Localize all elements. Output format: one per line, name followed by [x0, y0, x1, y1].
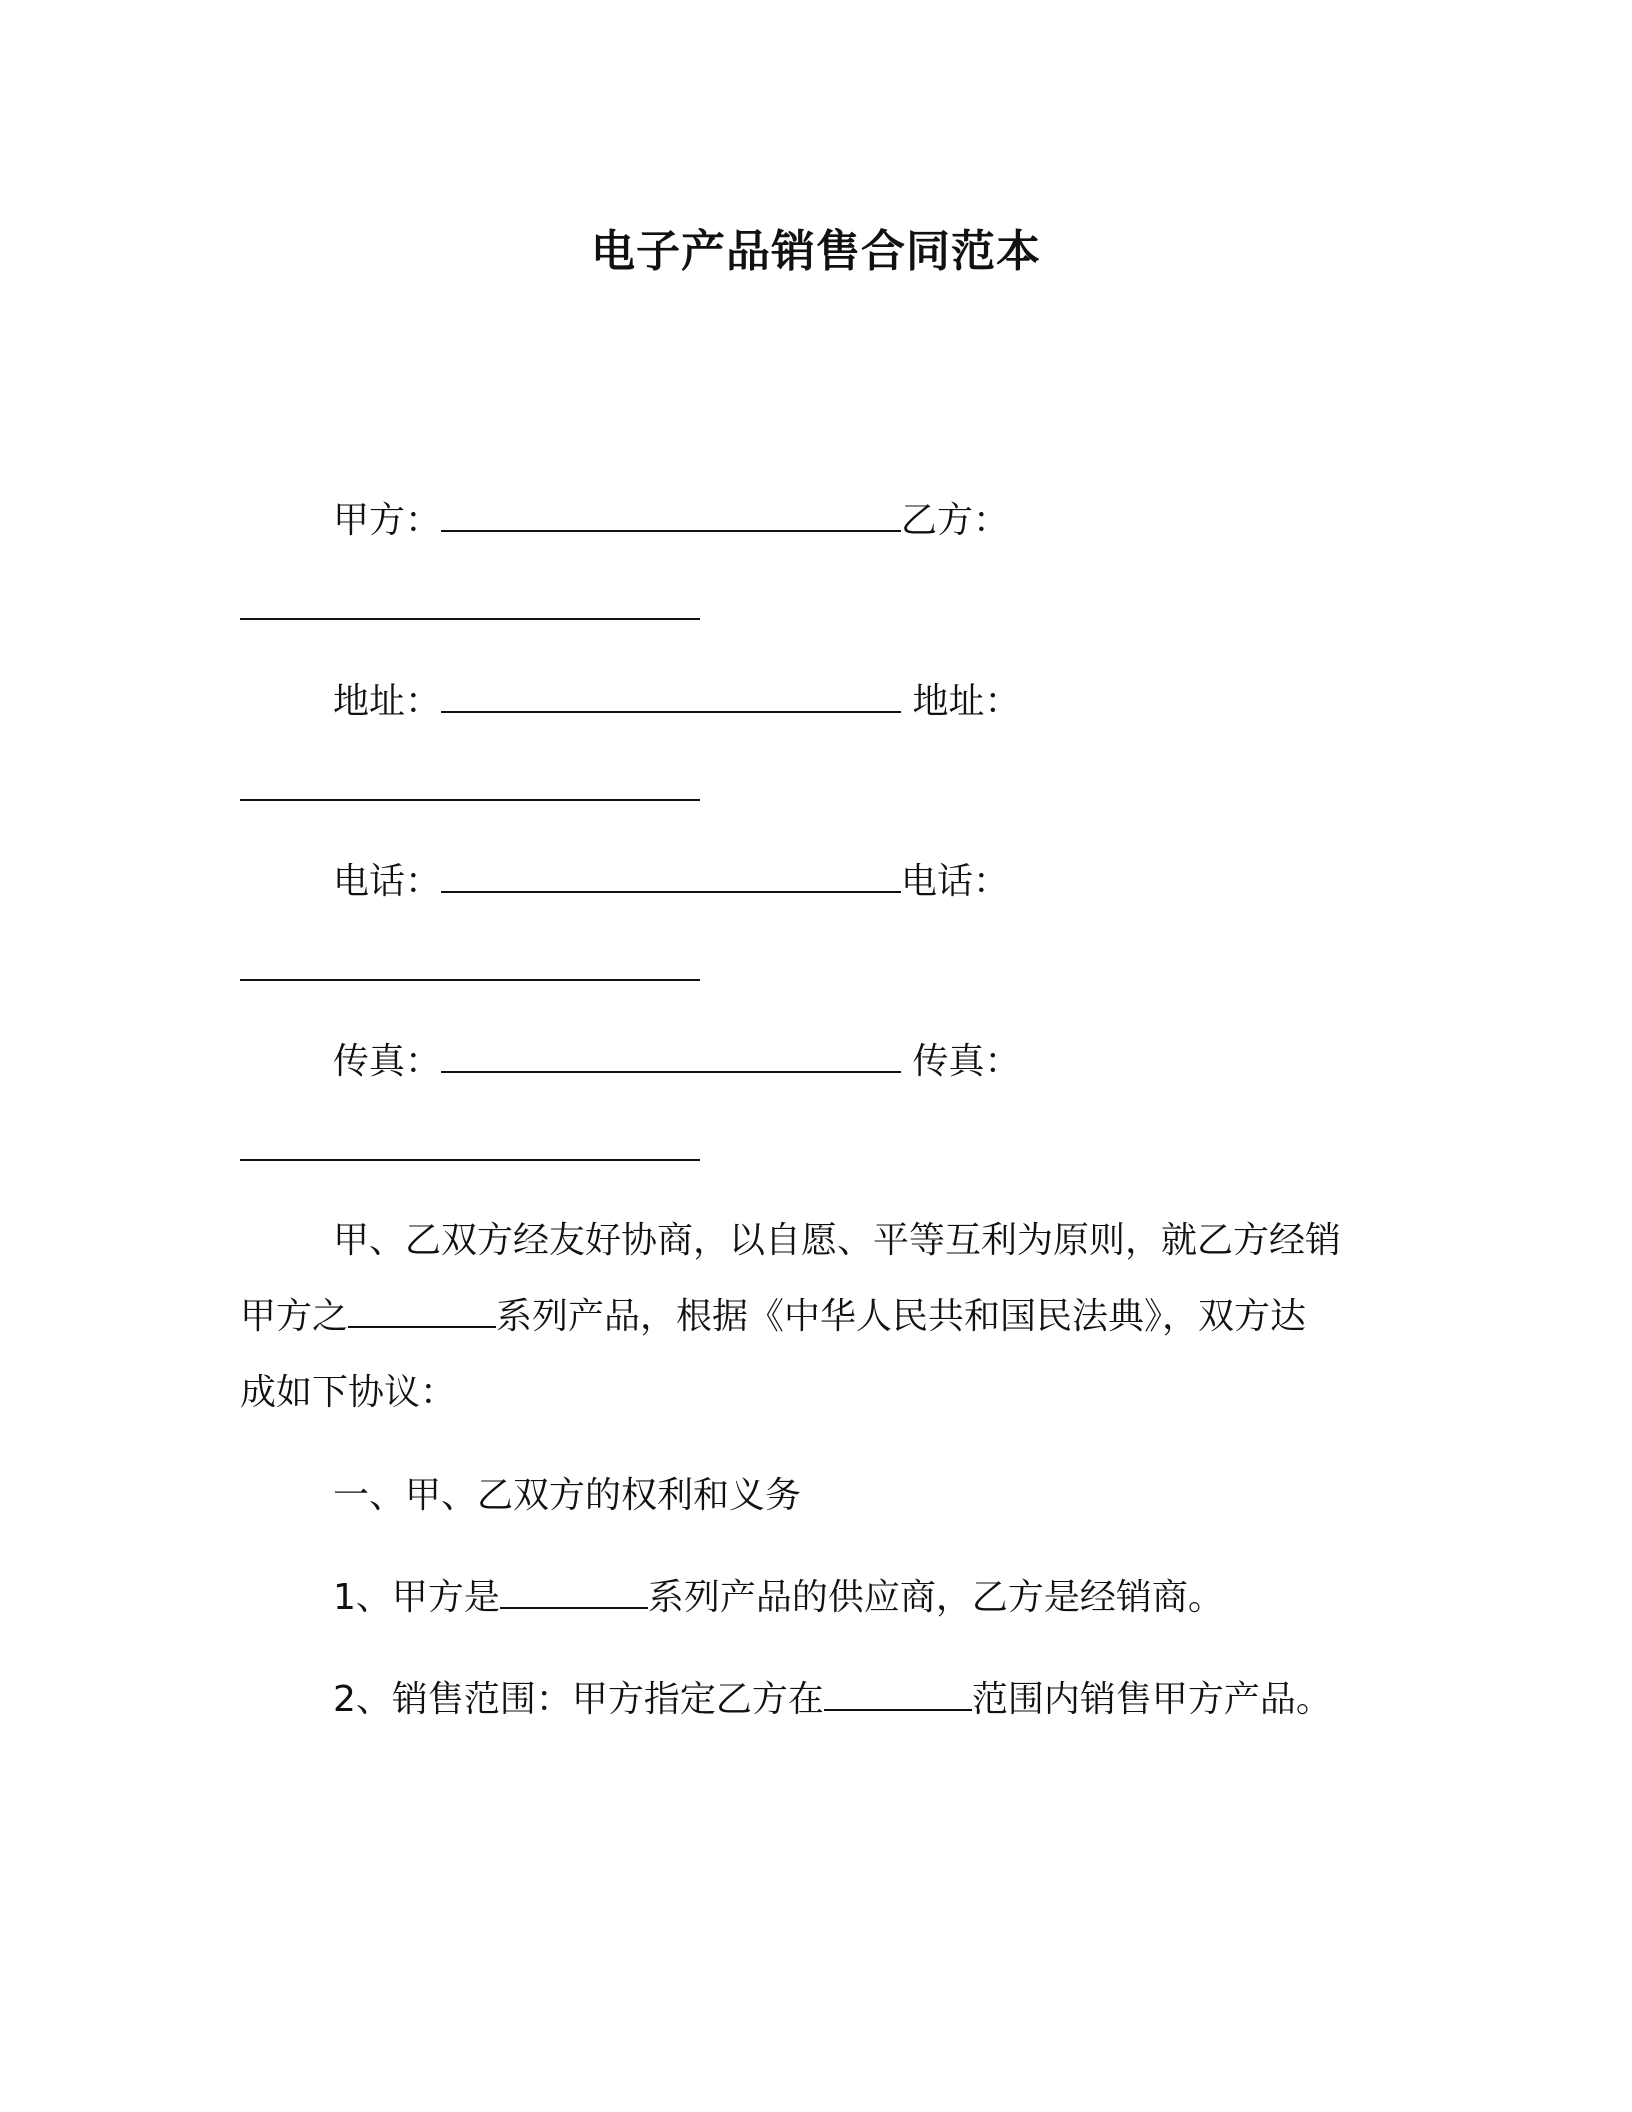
- address-b-blank[interactable]: [240, 799, 700, 801]
- clause-1-suffix: 系列产品的供应商，乙方是经销商。: [647, 1577, 1224, 1618]
- preamble-line-1: 甲、乙双方经友好协商，以自愿、平等互利为原则，就乙方经销: [333, 1220, 1342, 1261]
- clause-2-blank[interactable]: [824, 1675, 972, 1711]
- clause-1: [333, 1573, 1224, 1623]
- address-label-b: 地址：: [912, 681, 1021, 722]
- phone-label-a: 电话：: [333, 861, 442, 902]
- preamble-line-3: 成如下协议：: [240, 1372, 457, 1413]
- address-label-a: 地址：: [333, 681, 442, 722]
- clause-1-blank[interactable]: [500, 1573, 648, 1609]
- address-line: [333, 677, 1020, 727]
- phone-b-blank[interactable]: [240, 979, 700, 981]
- preamble-line-2-prefix: 甲方之: [240, 1296, 349, 1337]
- fax-label-b: 传真：: [912, 1041, 1021, 1082]
- section-1-heading: 一、甲、乙双方的权利和义务: [333, 1475, 802, 1516]
- party-b-blank[interactable]: [240, 618, 700, 620]
- phone-a-blank[interactable]: [441, 857, 901, 893]
- fax-label-a: 传真：: [333, 1041, 442, 1082]
- product-series-blank[interactable]: [348, 1292, 496, 1328]
- fax-a-blank[interactable]: [441, 1037, 901, 1073]
- address-a-blank[interactable]: [441, 677, 901, 713]
- phone-label-b: 电话：: [901, 861, 1010, 902]
- fax-line: [333, 1037, 1020, 1087]
- fax-b-blank[interactable]: [240, 1159, 700, 1161]
- party-b-label: 乙方：: [901, 500, 1010, 541]
- clause-2-suffix: 范围内销售甲方产品。: [971, 1679, 1332, 1720]
- preamble-line-2-suffix: 系列产品，根据《中华人民共和国民法典》，双方达: [496, 1296, 1307, 1337]
- party-a-label: 甲方：: [333, 500, 442, 541]
- clause-2-prefix: 2、销售范围：甲方指定乙方在: [333, 1679, 824, 1720]
- preamble-line-2: [240, 1292, 1306, 1342]
- party-a-blank[interactable]: [441, 496, 901, 532]
- clause-1-prefix: 1、甲方是: [333, 1577, 500, 1618]
- party-line: [333, 496, 1009, 546]
- document-title: 电子产品销售合同范本: [591, 226, 1041, 277]
- phone-line: [333, 857, 1009, 907]
- clause-2: [333, 1675, 1332, 1725]
